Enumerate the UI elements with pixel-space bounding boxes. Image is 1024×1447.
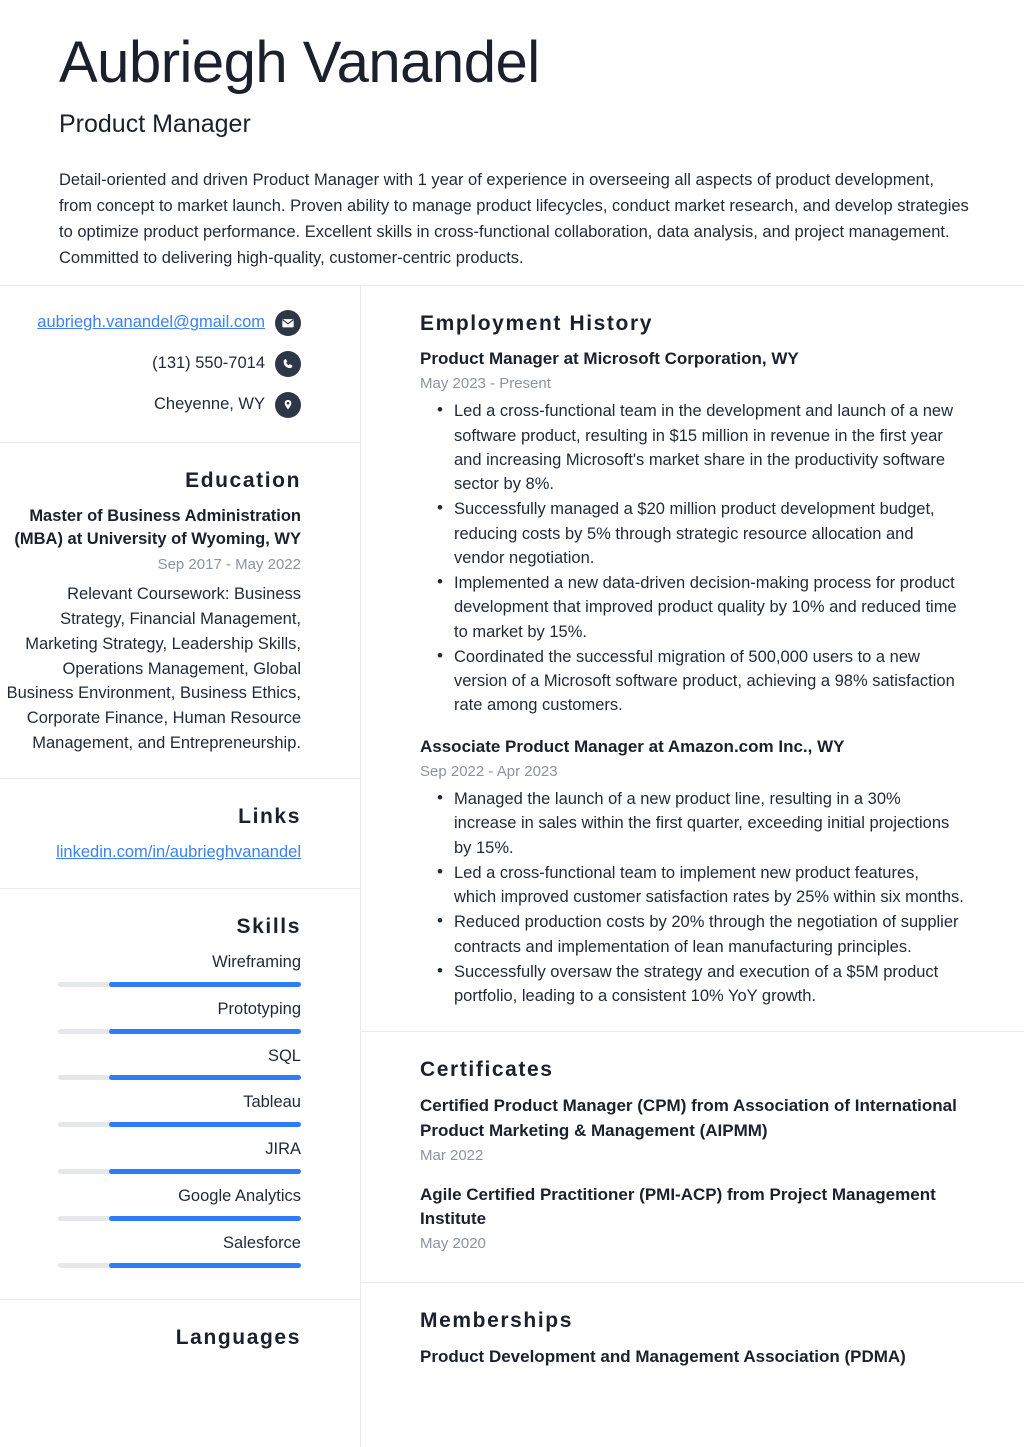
contact-row-location bbox=[0, 392, 301, 418]
job-bullet: • Coordinated the successful migration of 500,000 users to a new version of a Microsoft software product, achieving a 98% satisfaction rate among customers. bbox=[454, 645, 965, 718]
resume-header bbox=[0, 0, 1024, 271]
job-entry-date: May 2023 - Present bbox=[420, 374, 551, 392]
languages-section bbox=[0, 1326, 360, 1382]
job-bullet: • Successfully oversaw the strategy and execution of a $5M product portfolio, leading to a consistent 10% YoY growth. bbox=[454, 960, 965, 1009]
memberships-list bbox=[420, 1345, 965, 1369]
contact-section bbox=[0, 286, 360, 442]
certificates-section bbox=[361, 1058, 1024, 1282]
employment-history-section bbox=[361, 312, 1024, 1031]
job-entry-title: Product Manager at Microsoft Corporation, WY bbox=[420, 349, 799, 368]
main-divider-2 bbox=[361, 1282, 1024, 1283]
certificates-list bbox=[420, 1094, 965, 1256]
education-section bbox=[0, 469, 360, 778]
certificate-date: May 2020 bbox=[420, 1235, 486, 1253]
sidebar-divider-2 bbox=[0, 778, 360, 779]
links-heading: Links bbox=[238, 804, 301, 828]
job-bullet-list bbox=[420, 787, 965, 1008]
certificate-title: Agile Certified Practitioner (PMI-ACP) from Project Management Institute bbox=[420, 1185, 936, 1229]
job-bullet: • Led a cross-functional team to implement new product features, which improved customer satisfaction rates by 25% within six months. bbox=[454, 861, 965, 910]
skill-level-bar bbox=[58, 1216, 301, 1221]
skill-row bbox=[0, 1138, 301, 1174]
skill-name: SQL bbox=[267, 1046, 301, 1065]
skills-section bbox=[0, 915, 360, 1299]
skill-name: Tableau bbox=[243, 1093, 301, 1112]
job-entry-date: Sep 2022 - Apr 2023 bbox=[420, 762, 558, 780]
skills-heading: Skills bbox=[236, 914, 301, 938]
skills-list bbox=[0, 951, 301, 1268]
skill-level-fill bbox=[109, 1075, 301, 1080]
main-divider-1 bbox=[361, 1031, 1024, 1032]
skill-level-bar bbox=[58, 1122, 301, 1127]
links-section bbox=[0, 805, 360, 888]
skill-level-fill bbox=[109, 1216, 301, 1221]
skill-level-bar bbox=[58, 1075, 301, 1080]
job-entry bbox=[420, 348, 965, 718]
location-text: Cheyenne, WY bbox=[154, 395, 265, 414]
skill-level-fill bbox=[109, 1122, 301, 1127]
education-entry bbox=[0, 505, 301, 756]
job-entry-title: Associate Product Manager at Amazon.com Inc., WY bbox=[420, 736, 845, 756]
phone-icon bbox=[275, 351, 301, 377]
employment-history-heading: Employment History bbox=[420, 312, 654, 335]
certificate-entry bbox=[420, 1183, 965, 1256]
skill-level-fill bbox=[109, 982, 301, 987]
skill-name: Prototyping bbox=[217, 999, 301, 1018]
skill-row bbox=[0, 998, 301, 1034]
links-list bbox=[0, 841, 301, 864]
skill-name: JIRA bbox=[265, 1140, 301, 1159]
phone-number: (131) 550-7014 bbox=[152, 354, 265, 373]
skill-level-bar bbox=[58, 1263, 301, 1268]
envelope-icon bbox=[275, 310, 301, 336]
email-link[interactable]: aubriegh.vanandel@gmail.com bbox=[37, 313, 265, 332]
education-entry-description: Relevant Coursework: Business Strategy, Financial Management, Marketing Strategy, Leadership Skills, Operations Management, Global Business Environment, Business Ethics, Corporate Finance, Human Resource Management, and Entrepreneurship. bbox=[6, 585, 301, 752]
jobs-list bbox=[420, 348, 965, 1008]
skill-row bbox=[0, 1091, 301, 1127]
skill-row bbox=[0, 1185, 301, 1221]
job-bullet-list bbox=[420, 399, 965, 717]
skill-level-fill bbox=[109, 1169, 301, 1174]
page-title: Aubriegh Vanandel bbox=[59, 30, 540, 95]
languages-heading: Languages bbox=[175, 1326, 301, 1350]
contact-row-phone bbox=[0, 351, 301, 377]
skill-level-fill bbox=[109, 1263, 301, 1268]
membership-title: Product Development and Management Association (PDMA) bbox=[420, 1346, 906, 1366]
sidebar-divider-4 bbox=[0, 1299, 360, 1300]
certificate-date: Mar 2022 bbox=[420, 1146, 484, 1164]
job-bullet: • Successfully managed a $20 million product development budget, reducing costs by 5% through strategic resource allocation and vendor negotiation. bbox=[454, 497, 965, 570]
job-entry bbox=[420, 736, 965, 1009]
memberships-section bbox=[361, 1309, 1024, 1389]
link-item-linkedin[interactable]: linkedin.com/in/aubrieghvanandel bbox=[56, 842, 301, 861]
resume-body bbox=[0, 286, 1024, 1447]
sidebar-column bbox=[0, 286, 361, 1447]
sidebar-divider-1 bbox=[0, 442, 360, 443]
skill-row bbox=[0, 1045, 301, 1081]
map-pin-icon bbox=[275, 392, 301, 418]
certificate-title: Certified Product Manager (CPM) from Association of International Product Marketing & Management (AIPMM) bbox=[420, 1096, 957, 1140]
skill-name: Wireframing bbox=[212, 952, 301, 971]
skill-row bbox=[0, 1232, 301, 1268]
skill-level-bar bbox=[58, 982, 301, 987]
education-heading: Education bbox=[185, 469, 301, 492]
skill-level-bar bbox=[58, 1169, 301, 1174]
contact-row-email[interactable] bbox=[0, 310, 301, 336]
job-bullet: • Managed the launch of a new product line, resulting in a 30% increase in sales within the first quarter, exceeding initial projections by 15%. bbox=[454, 787, 965, 860]
job-bullet: • Reduced production costs by 20% through the negotiation of supplier contracts and implementation of lean manufacturing principles. bbox=[454, 910, 965, 959]
education-entry-title: Master of Business Administration (MBA) at University of Wyoming, WY bbox=[14, 507, 301, 549]
job-bullet: • Implemented a new data-driven decision-making process for product development that improved product quality by 10% and reduced time to market by 15%. bbox=[454, 571, 965, 644]
job-bullet: • Led a cross-functional team in the development and launch of a new software product, resulting in $15 million in revenue in the first year and increasing Microsoft's market share in the productivity software sector by 8%. bbox=[454, 399, 965, 496]
certificates-heading: Certificates bbox=[420, 1058, 554, 1082]
main-column bbox=[361, 286, 1024, 1447]
professional-summary: Detail-oriented and driven Product Manager with 1 year of experience in overseeing all aspects of product development, from concept to market launch. Proven ability to manage product lifecycles, conduct market research, and develop strategies to optimize product performance. Excellent skills in cross-functional collaboration, data analysis, and project management. Committed to delivering high-quality, customer-centric products. bbox=[59, 170, 969, 267]
skill-level-fill bbox=[109, 1029, 301, 1034]
memberships-heading: Memberships bbox=[420, 1308, 573, 1332]
skill-row bbox=[0, 951, 301, 987]
skill-name: Salesforce bbox=[223, 1234, 301, 1253]
certificate-entry bbox=[420, 1094, 965, 1167]
skill-level-bar bbox=[58, 1029, 301, 1034]
sidebar-divider-3 bbox=[0, 888, 360, 889]
job-title-subtitle: Product Manager bbox=[59, 109, 251, 138]
education-entry-date: Sep 2017 - May 2022 bbox=[157, 555, 301, 573]
skill-name: Google Analytics bbox=[178, 1187, 301, 1206]
